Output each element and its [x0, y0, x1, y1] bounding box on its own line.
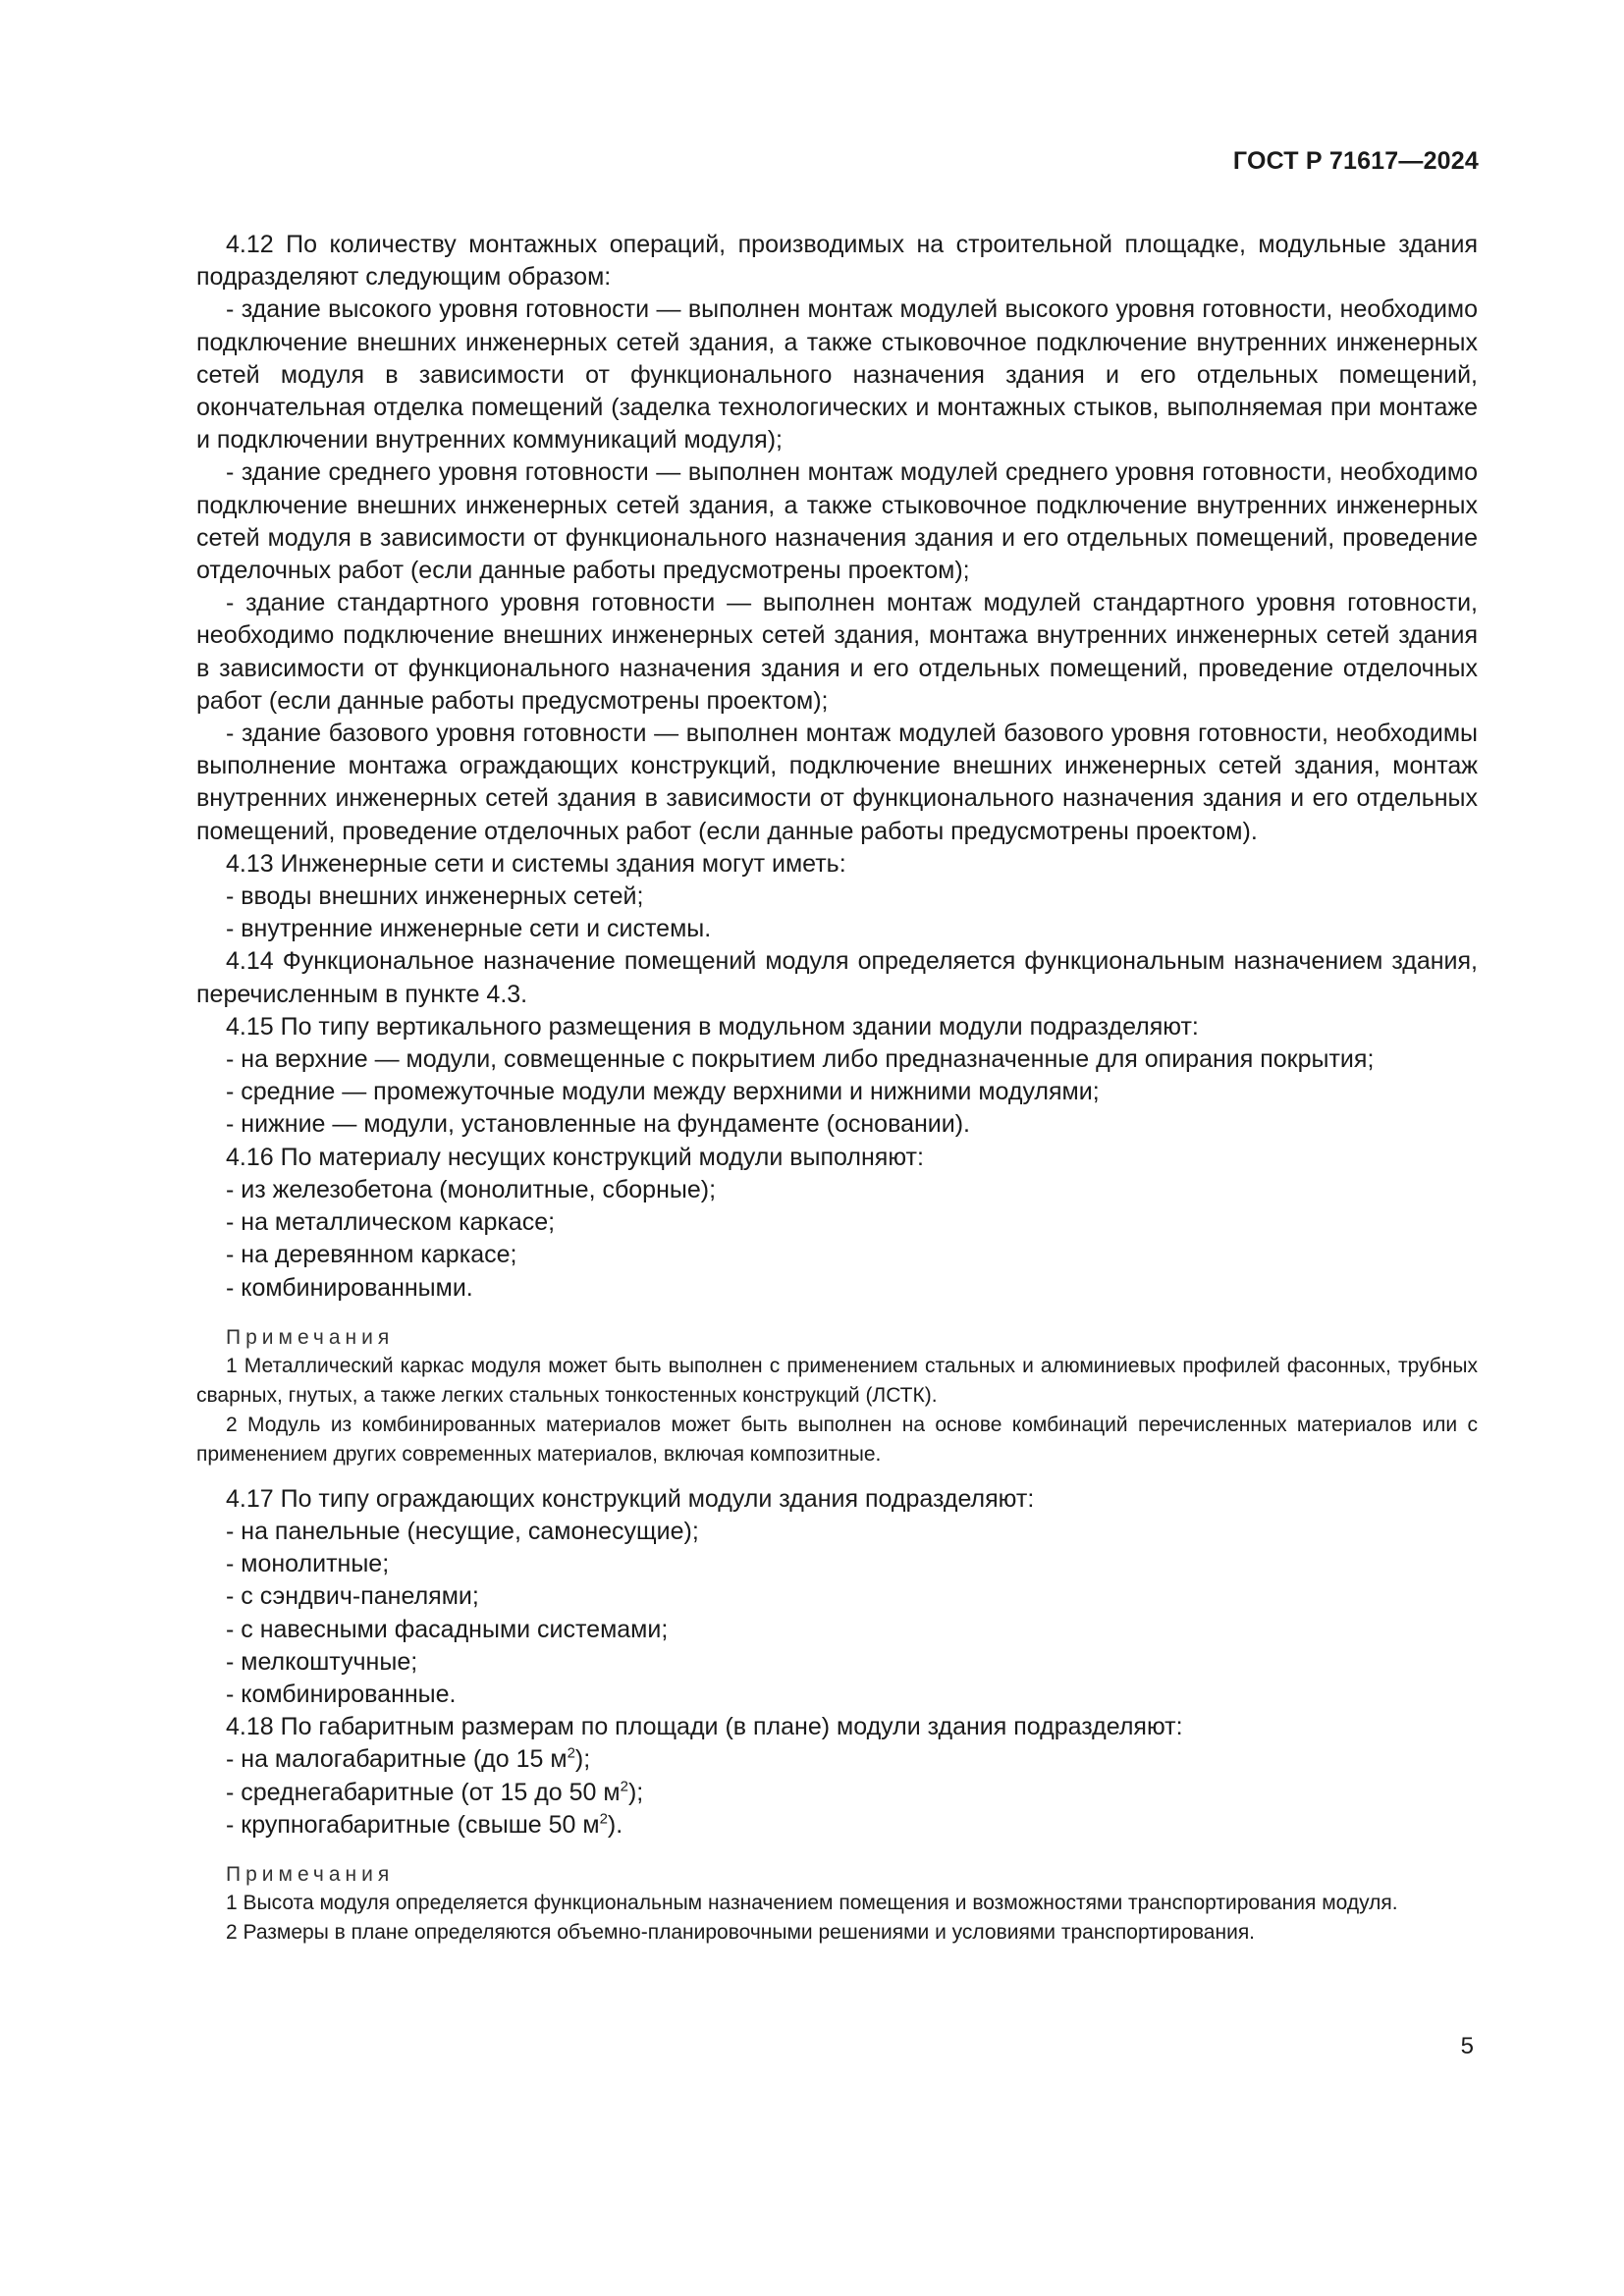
area-item-text: - среднегабаритные (от 15 до 50 м — [226, 1778, 621, 1806]
area-item-text: - на малогабаритные (до 15 м — [226, 1745, 568, 1774]
list-item: - средние — промежуточные модули между верхними и нижними модулями; — [226, 1078, 1100, 1106]
area-item-tail: ); — [574, 1745, 591, 1774]
note-item: 1 Высота модуля определяется функциональным назначением помещения и возможностями транспортирования модуля. — [226, 1891, 1398, 1914]
list-item: - комбинированными. — [226, 1273, 473, 1302]
section-4-14-text: 4.14 Функциональное назначение помещений модуля определяется функциональным назначением здания, перечисленным в пункте 4.3. — [196, 947, 1478, 1008]
list-item — [196, 1743, 1478, 1776]
note-item: 2 Модуль из комбинированных материалов может быть выполнен на основе комбинаций перечисленных материалов или с применением других современных материалов, включая композитные. — [196, 1413, 1478, 1466]
list-item: - мелкоштучные; — [226, 1647, 418, 1676]
list-item: - на верхние — модули, совмещенные с покрытием либо предназначенные для опирания покрытия; — [226, 1045, 1375, 1074]
area-item-tail: ); — [627, 1778, 644, 1806]
list-item: - комбинированные. — [226, 1680, 457, 1708]
list-item: - вводы внешних инженерных сетей; — [226, 882, 644, 911]
note-item: 1 Металлический каркас модуля может быть выполнен с применением стальных и алюминиевых профилей фасонных, трубных сварных, гнутых, а также легких стальных тонкостенных конструкций (ЛСТК). — [196, 1354, 1478, 1407]
list-item: - на металлическом каркасе; — [226, 1208, 556, 1237]
section-4-16-intro: 4.16 По материалу несущих конструкций модули выполняют: — [226, 1143, 924, 1171]
section-4-18-intro: 4.18 По габаритным размерам по площади (в плане) модули здания подразделяют: — [226, 1713, 1183, 1741]
list-item: - с сэндвич-панелями; — [226, 1582, 479, 1611]
section-4-13-intro: 4.13 Инженерные сети и системы здания могут иметь: — [226, 849, 846, 878]
superscript: 2 — [567, 1745, 575, 1762]
note-item: 2 Размеры в плане определяются объемно-планировочными решениями и условиями транспортирования. — [226, 1920, 1256, 1944]
list-item: - на панельные (несущие, самонесущие); — [226, 1517, 699, 1545]
list-item: - здание базового уровня готовности — выполнен монтаж модулей базового уровня готовности, необходимы выполнение монтажа ограждающих конструкций, подключение внешних инженерных сетей здания, монтаж внутренних инженерных сетей здания в зависимости от функционального назначения здания и его отдельных помещений, проведение отделочных работ (если данные работы предусмотрены проектом). — [196, 720, 1478, 845]
document-body — [196, 229, 1478, 1948]
list-item: - здание высокого уровня готовности — выполнен монтаж модулей высокого уровня готовности, необходимо подключение внешних инженерных сетей здания, а также стыковочное подключение внутренних инженерных сетей модуля в зависимости от функционального назначения здания и его отдельных помещений, окончательная отделка помещений (заделка технологических и монтажных стыков, выполняемая при монтаже и подключении внутренних коммуникаций модуля); — [196, 295, 1478, 454]
list-item: - на деревянном каркасе; — [226, 1241, 517, 1269]
list-item: - из железобетона (монолитные, сборные); — [226, 1175, 717, 1203]
section-4-17-intro: 4.17 По типу ограждающих конструкций модули здания подразделяют: — [226, 1484, 1035, 1513]
page-number: 5 — [1460, 2033, 1474, 2059]
list-item: - с навесными фасадными системами; — [226, 1615, 669, 1643]
section-4-12-intro: 4.12 По количеству монтажных операций, производимых на строительной площадке, модульные здания подразделяют следующим образом: — [196, 231, 1478, 292]
area-item-tail: ). — [607, 1810, 623, 1839]
list-item: - здание стандартного уровня готовности — выполнен монтаж модулей стандартного уровня готовности, необходимо подключение внешних инженерных сетей здания, монтажа внутренних инженерных сетей здания в зависимости от функционального назначения здания и его отдельных помещений, проведение отделочных работ (если данные работы предусмотрены проектом); — [196, 589, 1478, 715]
superscript: 2 — [620, 1778, 628, 1795]
superscript: 2 — [599, 1810, 608, 1828]
section-4-15-intro: 4.15 По типу вертикального размещения в модульном здании модули подразделяют: — [226, 1012, 1199, 1041]
document-code: ГОСТ Р 71617—2024 — [1232, 147, 1479, 175]
area-item-text: - крупногабаритные (свыше 50 м — [226, 1810, 600, 1839]
list-item: - здание среднего уровня готовности — выполнен монтаж модулей среднего уровня готовности, необходимо подключение внешних инженерных сетей здания, а также стыковочное подключение внутренних инженерных сетей модуля в зависимости от функционального назначения здания и его отдельных помещений, проведение отделочных работ (если данные работы предусмотрены проектом); — [196, 458, 1478, 585]
notes-title: Примечания — [226, 1862, 395, 1886]
list-item: - монолитные; — [226, 1550, 390, 1578]
notes-title: Примечания — [226, 1325, 395, 1349]
list-item — [196, 1809, 1478, 1842]
list-item: - нижние — модули, установленные на фундаменте (основании). — [226, 1110, 970, 1139]
list-item — [196, 1777, 1478, 1809]
list-item: - внутренние инженерные сети и системы. — [226, 915, 712, 943]
